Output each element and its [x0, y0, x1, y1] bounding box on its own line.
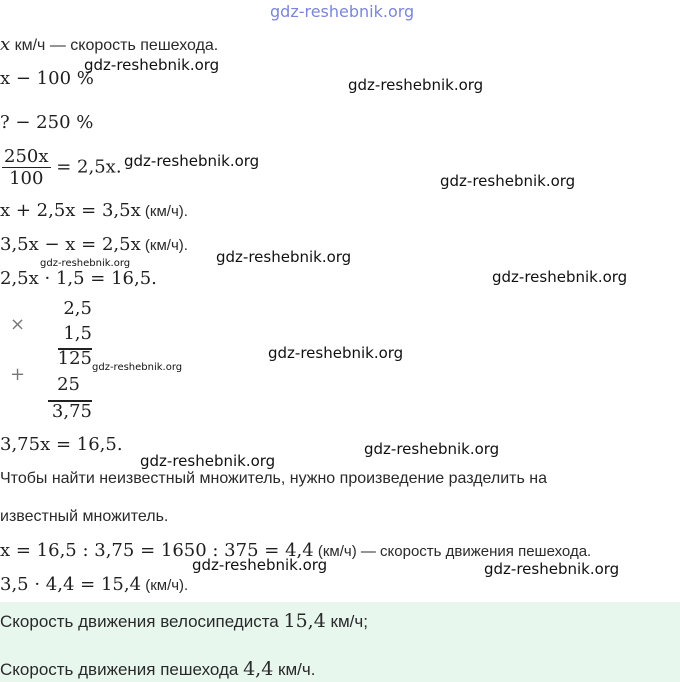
answer-box [0, 602, 680, 682]
answer-cyclist [0, 610, 368, 632]
var-x: x [0, 34, 11, 55]
answer-pedestrian [0, 658, 315, 680]
answer-pedestrian-unit: км/ч. [273, 660, 316, 679]
line-speed-definition [0, 34, 218, 55]
fraction-numerator: 250x [4, 146, 49, 167]
line-speed-difference [0, 234, 188, 255]
rule-text-line-2: известный множитель. [0, 508, 169, 525]
watermark-top: gdz-reshebnik.org [270, 2, 415, 21]
watermark-small: gdz-reshebnik.org [40, 258, 131, 269]
line-9-text: (км/ч) — скорость движения пешехода. [313, 543, 592, 560]
line-cyclist-result [0, 574, 188, 595]
line-9-math: x = 16,5 : 3,75 = 1650 : 375 = 4,4 [0, 540, 314, 561]
answer-pedestrian-value: 4,4 [243, 658, 274, 680]
watermark: gdz-reshebnik.org [348, 76, 484, 94]
product-result: 3,75 [51, 401, 92, 422]
answer-pedestrian-text: Скорость движения пешехода [0, 660, 244, 679]
line-6-unit: (км/ч). [140, 237, 188, 254]
watermark: gdz-reshebnik.org [216, 248, 352, 266]
watermark: gdz-reshebnik.org [364, 440, 500, 458]
plus-sign: + [10, 364, 26, 385]
multiply-sign: × [10, 314, 26, 335]
answer-cyclist-value: 15,4 [283, 610, 326, 632]
multiplier: 1,5 [63, 323, 92, 344]
answer-cyclist-unit: км/ч; [325, 612, 368, 631]
watermark: gdz-reshebnik.org [192, 556, 328, 574]
line-1-text: км/ч — скорость пешехода. [10, 37, 219, 54]
partial-product-2: 25 [57, 374, 80, 395]
watermark: gdz-reshebnik.org [84, 56, 220, 74]
line-equation: 2,5x · 1,5 = 16,5. [0, 268, 157, 289]
fraction-result: = 2,5x. [56, 156, 122, 178]
multiplicand: 2,5 [63, 298, 92, 319]
line-5-unit: (км/ч). [140, 203, 188, 220]
watermark: gdz-reshebnik.org [484, 560, 620, 578]
rule-text-line-1: Чтобы найти неизвестный множитель, нужно произведение разделить на [0, 470, 548, 487]
watermark-small: gdz-reshebnik.org [92, 362, 183, 373]
watermark: gdz-reshebnik.org [440, 172, 576, 190]
line-5-math: x + 2,5x = 3,5x [0, 200, 141, 221]
watermark: gdz-reshebnik.org [124, 152, 260, 170]
watermark: gdz-reshebnik.org [140, 452, 276, 470]
line-10-unit: (км/ч). [141, 577, 189, 594]
answer-cyclist-text: Скорость движения велосипедиста [0, 612, 284, 631]
line-fraction [2, 146, 122, 189]
line-cyclist-speed [0, 200, 188, 221]
fraction [2, 146, 51, 189]
fraction-denominator: 100 [9, 168, 44, 189]
watermark: gdz-reshebnik.org [492, 268, 628, 286]
line-proportion-2: ? − 250 % [0, 112, 94, 133]
line-simplified-equation: 3,75x = 16,5. [0, 434, 123, 455]
line-proportion-1: x − 100 % [0, 68, 94, 89]
watermark: gdz-reshebnik.org [268, 344, 404, 362]
line-10-math: 3,5 · 4,4 = 15,4 [0, 574, 142, 595]
line-6-math: 3,5x − x = 2,5x [0, 234, 141, 255]
partial-product-1: 125 [57, 348, 92, 369]
